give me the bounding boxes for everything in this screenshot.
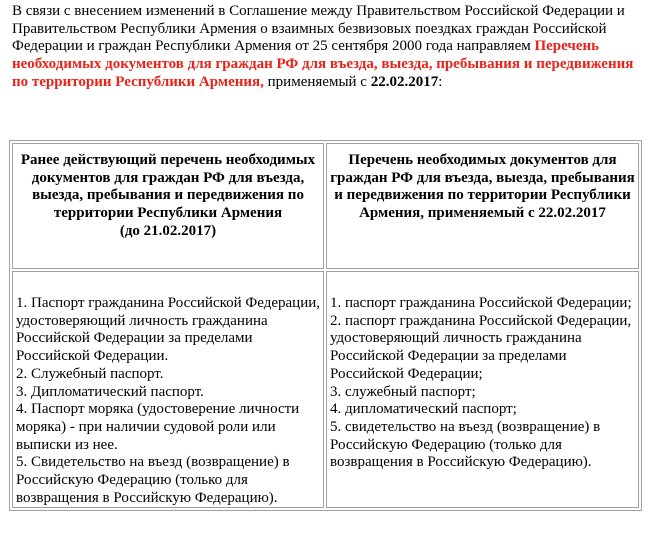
intro-colon: :: [438, 73, 443, 90]
intro-highlight: Перечень необходимых документов для граждан РФ для въезда, выезда, пребывания и передвижения по территории Республики Армения,: [12, 38, 634, 90]
left-list-cell: [12, 271, 324, 508]
intro-date: 22.02.2017: [370, 73, 439, 90]
right-list-cell: [326, 271, 639, 508]
intro-text-after: применяемый с: [263, 73, 371, 90]
list-item: 5. Свидетельство на въезд (возвращение) в Российскую Федерацию (только для возвращения в Российскую Федерацию).: [16, 454, 290, 506]
intro-paragraph: [12, 3, 640, 92]
list-item: 4. дипломатический паспорт;: [330, 401, 517, 418]
comparison-table: [9, 140, 642, 511]
cell-spacer: [330, 277, 635, 295]
right-header-title: Перечень необходимых документов для граждан РФ для въезда, выезда, пребывания и передвижения по территории Республики Армения, применяемый с 22.02.2017: [330, 152, 635, 222]
list-item: 3. служебный паспорт;: [330, 383, 476, 400]
list-item: 1. Паспорт гражданина Российской Федерации, удостоверяющий личность гражданина Российской Федерации за пределами Российской Федерации.: [16, 295, 320, 365]
list-item: 2. Служебный паспорт.: [16, 365, 164, 382]
list-item: 3. Дипломатический паспорт.: [16, 383, 204, 400]
left-header-title: Ранее действующий перечень необходимых документов для граждан РФ для въезда, выезда, пребывания и передвижения по территории Республики Армения: [20, 152, 316, 222]
left-header-cell: [12, 143, 324, 269]
list-item: 1. паспорт гражданина Российской Федерации;: [330, 295, 632, 311]
left-header: [16, 152, 320, 241]
intro-text: В связи с внесением изменений в Соглашение между Правительством Российской Федерации и Правительством Республики Армения о взаимных безвизовых поездках граждан Российской Федерации и граждан Республики Армения от 25 сентября 2000 года направляем: [12, 3, 625, 55]
list-item: 2. паспорт гражданина Российской Федерации, удостоверяющий личность гражданина Российской Федерации за пределами Российской Федерации;: [330, 312, 632, 382]
list-item: 5. свидетельство на въезд (возвращение) в Российскую Федерацию (только для возвращения в Российскую Федерацию).: [330, 418, 601, 471]
left-header-subtitle: (до 21.02.2017): [119, 222, 217, 239]
right-header-cell: [326, 143, 639, 269]
list-item: 4. Паспорт моряка (удостоверение личности моряка) - при наличии судовой роли или выписки из нее.: [16, 401, 300, 453]
table-body-row: [12, 271, 639, 508]
cell-spacer: [16, 277, 320, 295]
right-header: [330, 152, 635, 223]
table-header-row: [12, 143, 639, 269]
